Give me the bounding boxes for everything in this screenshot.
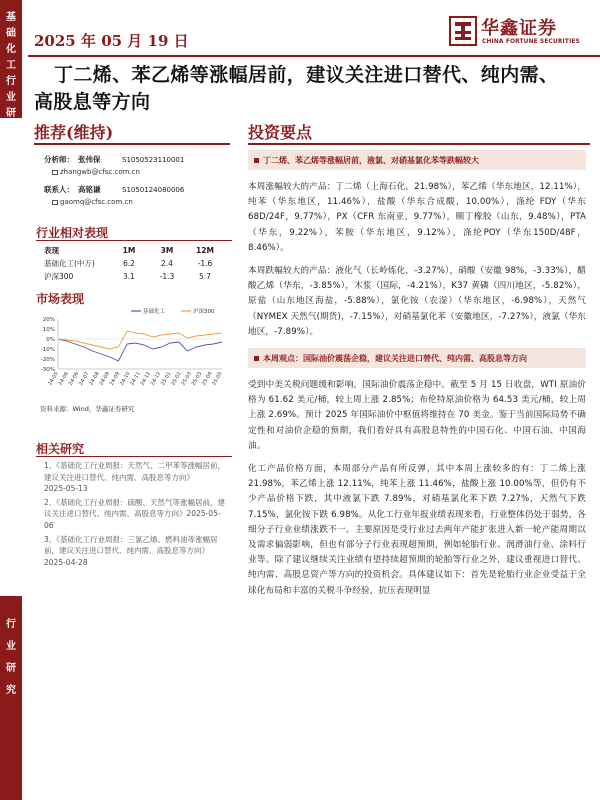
mail-icon — [52, 170, 58, 175]
strip-char: 研 — [6, 663, 16, 674]
contact-code: S1050124080006 — [122, 186, 185, 194]
related-item-text: 3、《基础化工行业周报：三氯乙烯、燃料油等涨幅居前，建议关注进口替代、纯内需、高股息等方向》2025-04-28 — [44, 534, 218, 567]
paragraph: 受到中美关税问题缓和影响，国际油价震荡企稳中。截至 5 月 15 日收盘，WTI 原油价格为 61.62 美元/桶，较上周上涨 2.85%；布伦特原油价格为 64.53 美元/桶，较上周上涨 2.69%。预计 2025 年国际油价中枢值将维持在 70 美金。鉴于当前国际局势不确定性和对油价企稳的预期，我们看好具有高股息特性的中国石化、中国石油、中国海油。 — [248, 380, 586, 451]
table-cell: 沪深300 — [44, 272, 74, 281]
analyst-name: 张伟保 — [78, 155, 101, 164]
rating: 推荐(维持) — [34, 123, 114, 142]
x-tick-label: 24-11 — [129, 371, 142, 387]
analyst-email-text: zhangwb@cfsc.com.cn — [60, 168, 140, 176]
strip-char: 础 — [6, 28, 16, 39]
related-list — [44, 460, 230, 570]
report-date: 2025 年 05 月 19 日 — [34, 32, 189, 50]
table-cell: 3.1 — [123, 272, 135, 281]
side-strip-bottom-text — [0, 596, 22, 702]
logo-mark-icon — [449, 16, 477, 46]
chart-source: 资料来源：Wind，华鑫证券研究 — [40, 405, 135, 413]
contact-email[interactable] — [44, 196, 234, 208]
analyst-email[interactable] — [44, 166, 234, 178]
strip-char: 行 — [6, 76, 16, 87]
strip-char: 基 — [6, 12, 16, 23]
strip-char: 业 — [6, 641, 16, 652]
table-row — [44, 270, 224, 283]
table-header-cell: 1M — [122, 246, 136, 255]
legend-label: 沪深300 — [193, 309, 215, 315]
square-bullet-icon — [254, 356, 259, 361]
strip-char: 工 — [6, 60, 16, 71]
table-cell: 6.2 — [123, 259, 135, 268]
strip-char: 业 — [6, 92, 16, 103]
x-tick-label: 24-12 — [139, 371, 152, 387]
company-logo — [449, 14, 599, 54]
strip-char: 行 — [6, 619, 16, 630]
table-row — [44, 257, 224, 270]
x-tick-label: 25-01 — [160, 371, 173, 387]
right-rule — [248, 143, 590, 145]
key-points-title: 投资要点 — [248, 123, 313, 142]
logo-text-en: CHINA FORTUNE SECURITIES — [482, 39, 580, 45]
x-tick-label: 25-02 — [170, 371, 183, 387]
contact-row — [44, 184, 234, 196]
paragraph: 本周跌幅较大的产品：液化气（长岭炼化，-3.27%），硝酸（安徽 98%，-3.33%），醋酸乙烯（华东，-3.85%），木浆（国际，-4.21%），K37 黄磷（四川地区，-5.82%），原盐（山东地区海盐，-5.88%），氯化铵（农湿）（华东地区，-6.98%），天然气（NYMEX 天然气(期货)，-7.15%），对硝基氯化苯（安徽地区，-7.27%），液氯（华东地区，-7.89%）。 — [248, 266, 586, 337]
mail-icon — [52, 200, 58, 205]
table-header-cell: 12M — [196, 246, 214, 255]
table-cell: 5.7 — [199, 272, 211, 281]
performance-rule — [36, 240, 232, 241]
highlight-box — [248, 150, 586, 170]
y-tick-label: -20% — [40, 357, 55, 363]
x-tick-label: 24-05 — [47, 371, 60, 387]
header-rule — [28, 55, 600, 57]
table-cell: -1.3 — [159, 272, 175, 281]
report-headline: 丁二烯、苯乙烯等涨幅居前，建议关注进口替代、纯内需、高股息等方向 — [34, 64, 559, 113]
x-tick-label: 24-09 — [108, 371, 122, 387]
strip-char: 告 — [6, 156, 16, 167]
strip-char: 报 — [6, 140, 16, 151]
contact-email-text: gaomq@cfsc.com.cn — [60, 198, 133, 206]
left-rule — [34, 143, 230, 145]
x-tick-label: 24-06 — [67, 371, 81, 387]
performance-title: 行业相对表现 — [36, 226, 109, 240]
related-item[interactable] — [44, 534, 230, 569]
y-tick-label: -10% — [40, 347, 55, 353]
paragraph: 本周涨幅较大的产品：丁二烯（上海石化，21.98%），苯乙烯（华东地区，12.11%），纯苯（华东地区，11.46%），盐酸（华东合成酸，10.00%），涤纶 FDY（华东 68D/24F，9.77%），PX（CFR 东南亚，9.77%），顺丁橡胶（山东，9.48%），PTA（华东，9.22%），苯胺（华东地区，9.12%），涤纶POY（华东150D/48F，8.46%）。 — [248, 182, 586, 253]
highlight-text: 丁二烯、苯乙烯等涨幅居前，液氯、对硝基氯化苯等跌幅较大 — [263, 156, 479, 165]
analyst-role: 分析师： — [44, 155, 74, 164]
x-tick-label: 25-04 — [201, 371, 214, 387]
side-strip-bottom — [0, 596, 22, 800]
table-header-cell: 表现 — [44, 246, 59, 255]
table-header-row — [44, 244, 224, 257]
paragraph: 化工产品价格方面，本周部分产品有所反弹，其中本周上涨较多的有：丁二烯上涨 21.98%，苯乙烯上涨 12.11%，纯苯上涨 11.46%，盐酸上涨 10.00%等，但仍有不少产品价格下跌，其中液氯下跌 7.89%，对硝基氯化苯下跌 7.27%，天然气下跌 7.15%，氯化铵下跌 6.98%。从化工行业年报业绩表现来看，行业整体仍处于弱势，各细分子行业业绩涨跌不一。主要原因是受行业过去两年产能扩张进入新一轮产能周期以及需求偏弱影响，但也有部分子行业表现超预期，例如轮胎行业、润滑油行业、涂料行业等。除了建议继续关注业绩有望持续超预期的轮胎等行业之外，建议重视进口替代、纯内需、高股息资产等方向的投资机会。具体建议如下：首先是轮胎行业企业受益于全球化布局和丰富的关税斗争经验，抗压表现明显 — [248, 464, 586, 596]
table-cell: 2.4 — [161, 259, 173, 268]
table-cell: 基础化工(中万) — [44, 259, 95, 268]
x-tick-label: 24-10 — [119, 371, 132, 387]
x-tick-label: 25-03 — [180, 371, 193, 387]
x-tick-label: 24-12 — [149, 371, 163, 387]
y-tick-label: 10% — [42, 327, 55, 333]
related-rule — [36, 456, 232, 457]
strip-char: 究 — [6, 124, 16, 135]
side-strip-top-text — [0, 0, 22, 170]
x-tick-label: 24-06 — [57, 371, 70, 387]
market-title: 市场表现 — [36, 292, 85, 306]
analyst-block — [44, 154, 234, 214]
analyst-row — [44, 154, 234, 166]
strip-char: 化 — [6, 44, 16, 55]
y-tick-label: 0% — [46, 337, 55, 343]
logo-text-cn: 华鑫证券 — [481, 18, 557, 39]
highlight-text: 本周观点：国际油价震荡企稳，建议关注进口替代、纯内需、高股息等方向 — [263, 354, 527, 364]
x-tick-label: 25-05 — [211, 371, 224, 387]
square-bullet-icon — [254, 158, 259, 163]
related-item-date: 2025-05-13 — [44, 484, 88, 494]
x-tick-label: 24-08 — [88, 371, 101, 387]
related-item[interactable] — [44, 497, 230, 532]
market-chart — [36, 305, 232, 400]
y-tick-label: -30% — [40, 367, 55, 373]
strip-char: 研 — [6, 108, 16, 119]
contact-role: 联系人： — [44, 185, 74, 194]
contact-name: 高铭谦 — [78, 185, 101, 194]
side-strip-top — [0, 0, 22, 167]
highlight-box — [248, 348, 586, 368]
x-tick-label: 25-03 — [190, 371, 204, 387]
performance-table — [44, 244, 224, 283]
related-item-text: 2、《基础化工行业周报：硫酸、天然气等涨幅居前，建议关注进口替代、纯内需、高股息等方向》2025-05-06 — [44, 497, 226, 530]
legend-label: 基础化工 — [143, 309, 166, 315]
x-tick-label: 24-07 — [78, 371, 91, 387]
table-header-cell: 3M — [160, 246, 174, 255]
table-cell: -1.6 — [197, 259, 213, 268]
related-item[interactable] — [44, 460, 230, 495]
strip-char: 究 — [6, 685, 16, 696]
related-item-text: 1、《基础化工行业周报：天然气、二甲苯等涨幅居前，建议关注进口替代、纯内需、高股息等方向》 — [44, 461, 226, 482]
key-points-body — [248, 150, 586, 599]
analyst-code: S1050523110001 — [122, 156, 185, 164]
related-title: 相关研究 — [36, 442, 85, 456]
x-tick-label: 24-09 — [98, 371, 111, 387]
y-tick-label: 20% — [42, 317, 55, 323]
